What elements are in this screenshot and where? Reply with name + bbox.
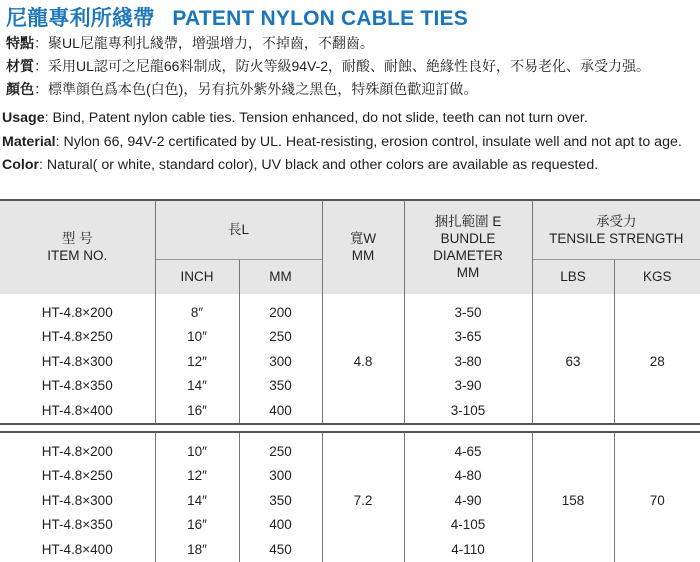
header-width bbox=[322, 200, 404, 294]
cell-lbs: 63 bbox=[532, 294, 614, 424]
header-bundle bbox=[404, 200, 532, 294]
header-item-cn: 型 号 bbox=[61, 231, 93, 247]
cn-spec-label: 材質 bbox=[6, 58, 34, 74]
cell-mm: 400 bbox=[239, 398, 322, 424]
cell-inch: 10″ bbox=[155, 432, 239, 464]
cell-bundle: 3-90 bbox=[404, 374, 532, 399]
cell-inch: 16″ bbox=[155, 398, 239, 424]
cell-item: HT-4.8×200 bbox=[41, 443, 113, 459]
header-tensile-cn: 承受力 bbox=[596, 213, 637, 229]
cn-spec-text: ：標準顔色爲本色(白色)，另有抗外紫外綫之黑色，特殊顔色歡迎訂做。 bbox=[34, 81, 478, 97]
header-length: 長L bbox=[155, 200, 322, 259]
cell-kgs: 28 bbox=[614, 294, 700, 424]
page-title bbox=[6, 2, 468, 32]
cell-bundle: 4-105 bbox=[404, 513, 532, 538]
cell-width: 4.8 bbox=[322, 294, 404, 424]
divider-cell bbox=[0, 424, 700, 432]
cell-item: HT-4.8×350 bbox=[41, 517, 113, 533]
en-spec-material bbox=[2, 134, 682, 150]
cell-inch: 14″ bbox=[155, 488, 239, 513]
en-spec-label: Usage bbox=[2, 110, 45, 126]
cell-lbs: 158 bbox=[532, 432, 614, 562]
cn-spec-text: ：聚UL尼龍專利扎綫帶，增强增力，不掉齒，不翻齒。 bbox=[34, 35, 374, 51]
cell-bundle: 3-80 bbox=[404, 349, 532, 374]
cell-item: HT-4.8×250 bbox=[41, 468, 113, 484]
cell-mm: 250 bbox=[239, 325, 322, 350]
cell-bundle: 3-65 bbox=[404, 325, 532, 350]
header-width-cn: 寬W bbox=[349, 231, 377, 247]
cell-inch: 16″ bbox=[155, 513, 239, 538]
cell-kgs: 70 bbox=[614, 432, 700, 562]
cn-spec-features bbox=[6, 33, 374, 53]
table-row bbox=[0, 294, 700, 325]
cell-inch: 12″ bbox=[155, 349, 239, 374]
spec-table bbox=[0, 199, 700, 562]
header-width-en: MM bbox=[351, 248, 375, 264]
en-spec-label: Material bbox=[2, 134, 56, 150]
en-spec-text: : Natural( or white, standard color), UV black and other colors are available as requested. bbox=[39, 157, 599, 173]
cell-mm: 400 bbox=[239, 513, 322, 538]
cell-item: HT-4.8×350 bbox=[41, 378, 113, 394]
cell-mm: 300 bbox=[239, 464, 322, 489]
header-bundle-en2: DIAMETER bbox=[433, 248, 503, 264]
cell-inch: 10″ bbox=[155, 325, 239, 350]
header-kgs: KGS bbox=[614, 259, 700, 293]
header-bundle-cn: 捆扎範圍 E bbox=[434, 214, 502, 230]
cell-mm: 300 bbox=[239, 349, 322, 374]
table-row bbox=[0, 432, 700, 464]
title-chinese: 尼龍專利所綫帶 bbox=[6, 7, 155, 30]
cell-bundle: 4-80 bbox=[404, 464, 532, 489]
cell-inch: 12″ bbox=[155, 464, 239, 489]
cell-mm: 200 bbox=[239, 294, 322, 325]
en-spec-text: : Bind, Patent nylon cable ties. Tension enhanced, do not slide, teeth can not turn over. bbox=[44, 110, 588, 126]
cell-mm: 450 bbox=[239, 537, 322, 562]
header-tensile bbox=[532, 200, 700, 259]
cell-item: HT-4.8×400 bbox=[41, 402, 113, 418]
cn-spec-material bbox=[6, 56, 650, 76]
cell-item: HT-4.8×400 bbox=[41, 541, 113, 557]
en-spec-text: : Nylon 66, 94V-2 certificated by UL. Heat-resisting, erosion control, insulate well and not apt to age. bbox=[55, 134, 682, 150]
header-item-en: ITEM NO. bbox=[47, 248, 108, 264]
header-tensile-en: TENSILE STRENGTH bbox=[549, 230, 684, 246]
cell-bundle: 4-110 bbox=[404, 537, 532, 562]
en-spec-color bbox=[2, 157, 598, 173]
cell-bundle: 4-90 bbox=[404, 488, 532, 513]
en-spec-label: Color bbox=[2, 157, 40, 173]
header-inch: INCH bbox=[155, 259, 239, 293]
cell-mm: 250 bbox=[239, 432, 322, 464]
cell-item: HT-4.8×300 bbox=[41, 492, 113, 508]
cell-inch: 18″ bbox=[155, 537, 239, 562]
cell-mm: 350 bbox=[239, 374, 322, 399]
group-divider bbox=[0, 424, 700, 432]
cell-inch: 8″ bbox=[155, 294, 239, 325]
cn-spec-text: ：采用UL認可之尼龍66料制成，防火等級94V-2，耐酸、耐蝕、絶緣性良好，不易老化、承受力强。 bbox=[34, 58, 651, 74]
header-bundle-en1: BUNDLE bbox=[440, 231, 496, 247]
header-bundle-en3: MM bbox=[456, 265, 480, 281]
cell-width: 7.2 bbox=[322, 432, 404, 562]
header-mm: MM bbox=[239, 259, 322, 293]
cn-spec-label: 顏色 bbox=[6, 81, 34, 97]
cn-spec-label: 特點 bbox=[6, 35, 34, 51]
header-item bbox=[0, 200, 155, 294]
title-english: PATENT NYLON CABLE TIES bbox=[172, 7, 468, 30]
cell-bundle: 3-50 bbox=[404, 294, 532, 325]
cell-inch: 14″ bbox=[155, 374, 239, 399]
cell-bundle: 3-105 bbox=[404, 398, 532, 424]
cell-mm: 350 bbox=[239, 488, 322, 513]
header-lbs: LBS bbox=[532, 259, 614, 293]
cn-spec-color bbox=[6, 79, 477, 99]
cell-item: HT-4.8×250 bbox=[41, 329, 113, 345]
cell-bundle: 4-65 bbox=[404, 432, 532, 464]
en-spec-usage bbox=[2, 110, 588, 126]
cell-item: HT-4.8×200 bbox=[41, 304, 113, 320]
table-header-row bbox=[0, 200, 700, 259]
cell-item: HT-4.8×300 bbox=[41, 353, 113, 369]
